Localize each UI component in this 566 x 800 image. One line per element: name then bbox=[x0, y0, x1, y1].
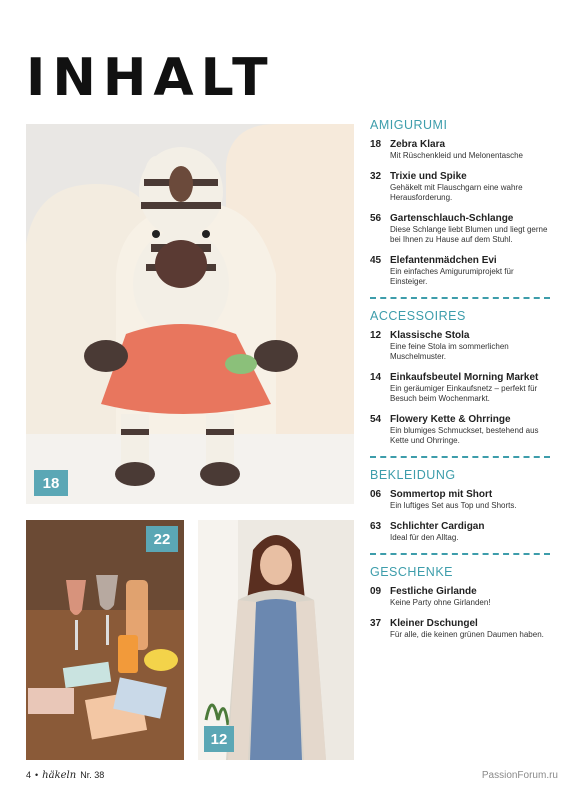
page-number: 14 bbox=[370, 372, 382, 383]
page-number: 09 bbox=[370, 586, 382, 597]
zebra-photo bbox=[26, 124, 354, 504]
toc-entry[interactable] bbox=[370, 213, 550, 245]
toc-entry[interactable] bbox=[370, 521, 550, 543]
entry-title: Schlichter Cardigan bbox=[390, 521, 485, 532]
entry-description: Ein blumiges Schmuckset, bestehend aus Kette und Ohrringe. bbox=[390, 426, 539, 445]
entry-description: Keine Party ohne Girlanden! bbox=[390, 598, 491, 607]
entry-description: Ein geräumiger Einkaufsnetz – perfekt für Besuch beim Wochenmarkt. bbox=[390, 384, 538, 403]
entry-title: Einkaufsbeutel Morning Market bbox=[390, 372, 539, 383]
page-number: 12 bbox=[370, 330, 382, 341]
table-of-contents bbox=[370, 118, 550, 650]
section-divider bbox=[370, 456, 550, 458]
coasters-photo bbox=[26, 520, 184, 760]
toc-entry[interactable] bbox=[370, 255, 550, 287]
page-footer bbox=[26, 770, 104, 781]
magazine-logo: häkeln bbox=[42, 770, 77, 781]
zebra-illustration bbox=[26, 124, 354, 504]
section-divider bbox=[370, 553, 550, 555]
watermark: PassionForum.ru bbox=[481, 770, 558, 781]
page-badge: 22 bbox=[146, 526, 178, 552]
toc-entry[interactable] bbox=[370, 618, 550, 640]
entry-title: Kleiner Dschungel bbox=[390, 618, 478, 629]
toc-entry[interactable] bbox=[370, 489, 550, 511]
footer-bullet: • bbox=[35, 770, 39, 780]
page-number: 32 bbox=[370, 171, 382, 182]
entry-description: Ein luftiges Set aus Top und Shorts. bbox=[390, 501, 517, 510]
section-divider bbox=[370, 297, 550, 299]
entry-title: Sommertop mit Short bbox=[390, 489, 493, 500]
entry-description: Mit Rüschenkleid und Melonentasche bbox=[390, 151, 523, 160]
toc-entry[interactable] bbox=[370, 139, 550, 161]
issue-number: Nr. 38 bbox=[80, 770, 105, 780]
entry-title: Trixie und Spike bbox=[390, 171, 467, 182]
section-heading: GESCHENKE bbox=[370, 565, 453, 579]
section-geschenke bbox=[370, 565, 550, 640]
toc-entry[interactable] bbox=[370, 171, 550, 203]
entry-description: Eine feine Stola im sommerlichen Muschelmuster. bbox=[390, 342, 509, 361]
toc-entry[interactable] bbox=[370, 372, 550, 404]
section-accessoires bbox=[370, 309, 550, 446]
toc-entry[interactable] bbox=[370, 330, 550, 362]
coasters-illustration bbox=[26, 520, 184, 760]
page-number: 37 bbox=[370, 618, 382, 629]
page-badge: 18 bbox=[34, 470, 68, 496]
entry-description: Ein einfaches Amigurumiprojekt für Einsteiger. bbox=[390, 267, 514, 286]
page-number: 06 bbox=[370, 489, 382, 500]
entry-title: Zebra Klara bbox=[390, 139, 446, 150]
page-number: 54 bbox=[370, 414, 382, 425]
page-badge: 12 bbox=[204, 726, 234, 752]
page-number: 56 bbox=[370, 213, 382, 224]
section-amigurumi bbox=[370, 118, 550, 287]
page-number: 63 bbox=[370, 521, 382, 532]
section-bekleidung bbox=[370, 468, 550, 543]
section-heading: ACCESSOIRES bbox=[370, 309, 466, 323]
footer-page-number: 4 bbox=[26, 770, 32, 780]
cardigan-illustration bbox=[198, 520, 354, 760]
section-heading: BEKLEIDUNG bbox=[370, 468, 456, 482]
entry-title: Klassische Stola bbox=[390, 330, 470, 341]
entry-title: Flowery Kette & Ohrringe bbox=[390, 414, 511, 425]
entry-description: Diese Schlange liebt Blumen und liegt gerne bei Ihnen zu Hause auf dem Stuhl. bbox=[390, 225, 548, 244]
page-number: 45 bbox=[370, 255, 382, 266]
entry-description: Ideal für den Alltag. bbox=[390, 533, 459, 542]
cardigan-photo bbox=[198, 520, 354, 760]
entry-title: Elefantenmädchen Evi bbox=[390, 255, 497, 266]
toc-entry[interactable] bbox=[370, 586, 550, 608]
entry-title: Gartenschlauch-Schlange bbox=[390, 213, 514, 224]
page-title: INHALT bbox=[26, 48, 275, 108]
entry-title: Festliche Girlande bbox=[390, 586, 477, 597]
toc-entry[interactable] bbox=[370, 414, 550, 446]
entry-description: Gehäkelt mit Flauschgarn eine wahre Herausforderung. bbox=[390, 183, 523, 202]
page-number: 18 bbox=[370, 139, 382, 150]
entry-description: Für alle, die keinen grünen Daumen haben. bbox=[390, 630, 544, 639]
section-heading: AMIGURUMI bbox=[370, 118, 448, 132]
